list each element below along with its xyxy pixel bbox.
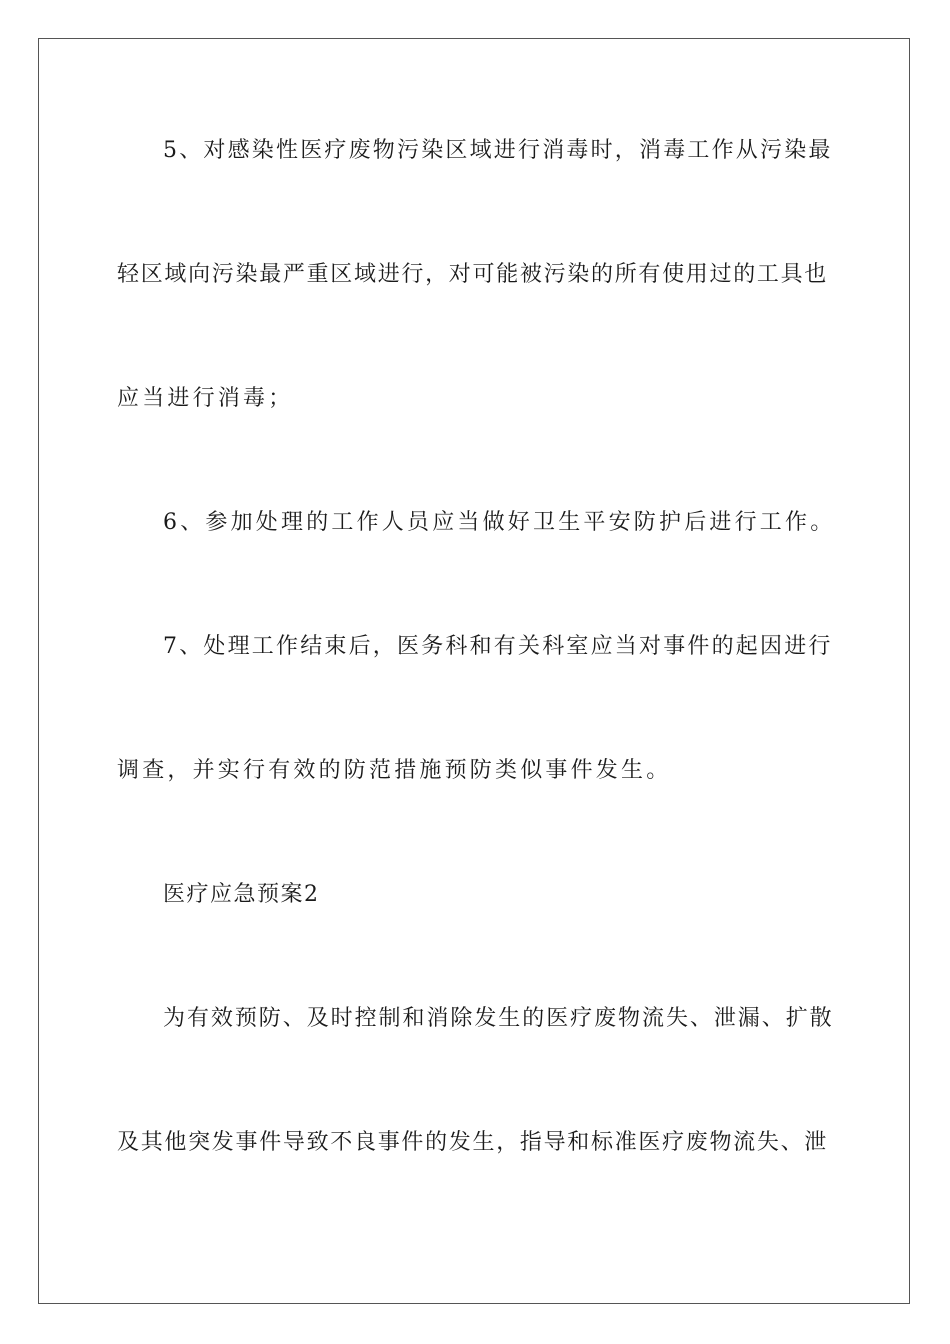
page-border: [38, 38, 910, 1304]
paragraph-line-4: 6、参加处理的工作人员应当做好卫生平安防护后进行工作。: [163, 510, 836, 535]
paragraph-line-8: 为有效预防、及时控制和消除发生的医疗废物流失、泄漏、扩散: [163, 1006, 834, 1031]
paragraph-line-3: 应当进行消毒；: [117, 386, 294, 411]
paragraph-line-2: 轻区域向污染最严重区域进行，对可能被污染的所有使用过的工具也: [117, 262, 829, 287]
paragraph-line-5: 7、处理工作结束后，医务科和有关科室应当对事件的起因进行: [163, 634, 833, 659]
paragraph-line-9: 及其他突发事件导致不良事件的发生，指导和标准医疗废物流失、泄: [117, 1130, 829, 1155]
paragraph-line-6: 调查，并实行有效的防范措施预防类似事件发生。: [117, 758, 672, 783]
paragraph-line-1: 5、对感染性医疗废物污染区域进行消毒时，消毒工作从污染最: [163, 138, 833, 163]
section-heading: 医疗应急预案2: [163, 882, 320, 907]
